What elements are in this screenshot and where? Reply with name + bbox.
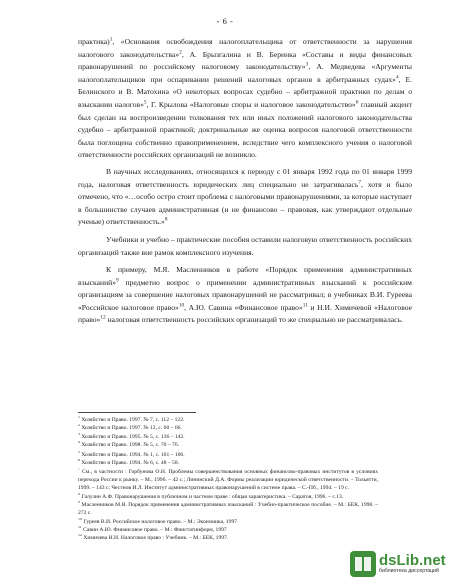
footnote: $^5$ Хозяйство и Право. 1994. № 1, с. 101 – 106. — [78, 451, 185, 459]
book-logo-icon — [350, 551, 376, 577]
footnote: $^9$ Масленников М.Я. Порядок применения административных взысканий : Учебно-практическое пособие. – М.: БЕК, 1998. – 272 с. — [78, 500, 378, 517]
text-run: , «Основания освобождения налогоплательщика от ответственности за нарушения налогового законодательства» — [78, 37, 412, 59]
paragraph — [78, 166, 412, 229]
text-run: , хотя и было отмечено, что «…особо остро стоит проблема с налоговыми правонарушениями, за которые наступает в большинстве случаев административная (и не финансово – правовая, как утверждают отдельные ученые) ответственность.» — [78, 179, 413, 227]
paragraph — [78, 264, 412, 327]
footnote: $^7$ См., в частности : Горбунова О.Н. Проблемы совершенствования основных финансово-правовых институтов в условиях перехода России к рынку. – М., 1996. – 42 с.; Лининский Д.А. Формы реализации юридической ответственности. – Тольятти, 1999. – 143 с; Честнов И.Л. Институт административных правонарушений в системе права. – С.-Пб., 1994. – 19 с. — [78, 467, 378, 492]
footnote: $^4$ Хозяйство и Право. 1998. № 5, с. 70 – 76. — [78, 440, 180, 448]
text-run: , А. Брызгалина и В. Беринка «Составы и виды финансовых правонарушений по российскому налоговому законодательству» — [78, 49, 412, 72]
watermark-logo: dsLib.net — [379, 552, 446, 570]
footnote: $^2$ Хозяйство и Право. 1997. № 12, с. 60 – 66. — [78, 424, 182, 432]
footnote-marker: 2 — [179, 49, 182, 56]
site-watermark — [350, 550, 446, 578]
text-run: , Е. Белинского и В. Матохина «О некоторых вопросах судебно – арбитражной практики по делам о взыскании налогов» — [78, 74, 413, 109]
footnote-marker: 12 — [100, 314, 106, 321]
footnote: $^{12}$ Химичева Н.И. Налоговое право : Учебник. – М.: БЕК, 1997. — [78, 534, 229, 542]
text-run: К примеру, М.Я. Масленников в работе «Порядок применения административных взысканий» — [78, 265, 412, 287]
footnote: $^1$ Хозяйство и Право. 1997. № 7, с. 112 – 122. — [78, 416, 185, 423]
footnote: $^{11}$ Савин А.Ю. Финансовое право. – М.: Финстатинформ, 1997 — [78, 525, 227, 533]
footnote-marker: 3 — [305, 61, 309, 68]
text-run: и Н.И. Химичевой «Налоговое право» — [78, 302, 412, 325]
footnotes-list — [78, 416, 378, 542]
footnote-marker: 7 — [358, 179, 362, 185]
text-run: практика) — [78, 37, 110, 46]
footnote-marker: 8 — [164, 216, 168, 223]
footnote-marker: 11 — [302, 302, 308, 309]
footnote-marker: 5 — [143, 99, 147, 106]
text-run: , А. Медведева «Аргументы налогоплательщиков при оспаривании решений налоговых органов в арбитражных судах» — [78, 62, 413, 84]
footnote-marker: 4 — [395, 74, 399, 81]
text-run: предметно вопрос о применении административных взысканий к российским организациям за совершение налоговых правонарушений не рассматривал; в учебниках В.И. Гуреева «Российское налоговое право» — [78, 277, 412, 312]
text-run: , Г. Крылова «Налоговые споры и налоговое законодательство» — [146, 99, 356, 109]
paragraph — [78, 36, 412, 162]
text-run: Учебники и учебно – практические пособия оставили налоговую ответственность российских организаций также вне рамок комплексного изучения. — [78, 234, 412, 257]
text-run: налоговая ответственность российских организаций то же специально не рассматривалась. — [105, 315, 403, 325]
footnote: $^8$ Галузин А.Ф. Правонарушения в публичном и частном праве : общая характеристика. – Саратов, 1996. – с.13. — [78, 492, 344, 500]
footnote-marker: 10 — [178, 302, 185, 309]
text-run: , А.Ю. Савина «Финансовое право» — [184, 302, 303, 312]
text-run: В научных исследованиях, относящихся к периоду с 01 января 1992 года по 01 января 1999 года, налоговая ответственность юридических лиц специально не затрагивалась — [78, 166, 412, 189]
footnote: $^{10}$ Гуреев В.И. Российское налоговое право. – М.: Экономика, 1997 — [78, 517, 238, 525]
footnote-marker: 9 — [116, 277, 119, 284]
page-number: - 6 - — [216, 16, 234, 26]
main-body-text — [78, 36, 412, 327]
footnote-marker: 6 — [355, 99, 359, 106]
footnote: $^3$ Хозяйство и Право. 1995. № 5, с. 136 – 142. — [78, 432, 185, 440]
footnote: $^6$ Хозяйство и Право. 1994. № 6, с. 48 – 58. — [78, 459, 180, 467]
footnote-marker: 1 — [109, 36, 113, 43]
watermark-subtitle: библиотека диссертаций — [379, 568, 439, 575]
text-run: главный акцент был сделан на воспроизведении толкования тех или иных положений налогового законодательства судебно – арбитражной практикой; доктринальные же оценка вопросов налоговой ответственности была поглощена собственно правоприменением, вследствие чего комплексного учения о налоговой ответственности российских организаций не возникло. — [78, 99, 412, 160]
paragraph — [78, 234, 412, 259]
footnote-divider — [78, 412, 196, 413]
